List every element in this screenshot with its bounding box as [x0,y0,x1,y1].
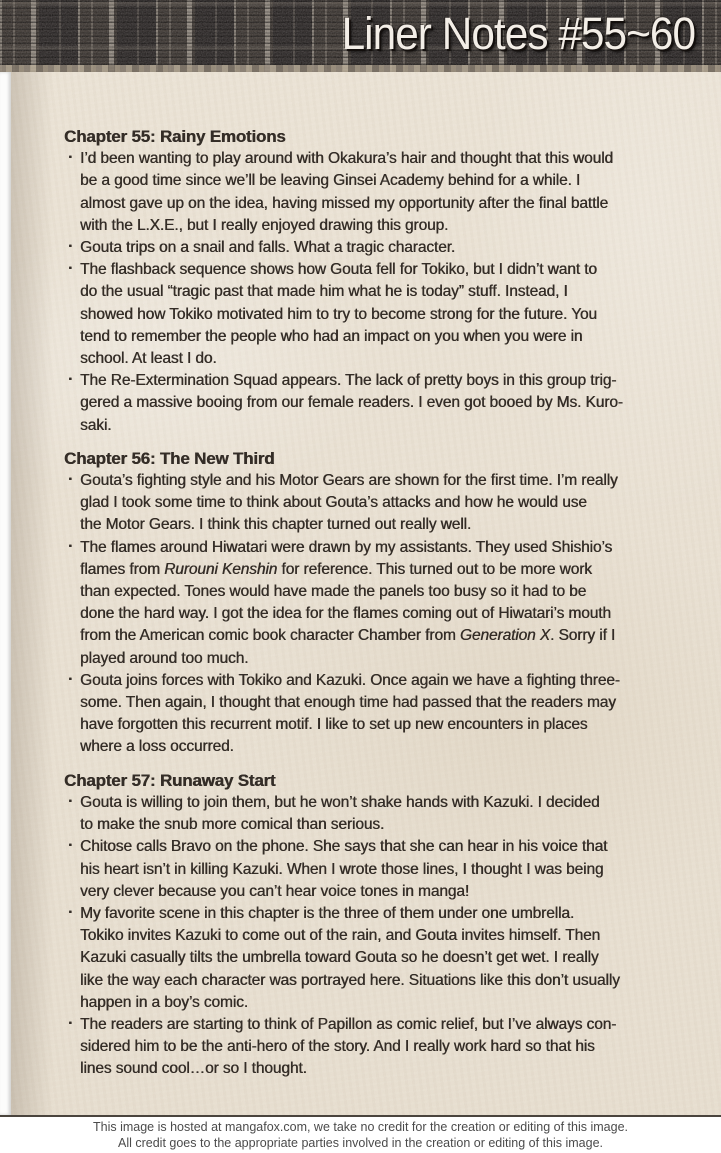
note-bullet [64,148,709,237]
credit-line-2: All credit goes to the appropriate parties involved in the creation or editing of this image. [118,1135,603,1150]
text-segment: some. Then again, I thought that enough time had passed that the readers may [80,694,616,712]
text-segment: school. At least I do. [80,350,217,368]
text-line [80,304,709,326]
credit-footer [0,1115,721,1153]
text-segment: to make the snub more comical than serious. [80,816,385,834]
note-bullet [64,836,709,903]
text-line [80,470,709,492]
text-line [80,625,709,647]
text-segment: do the usual “tragic past that made him what he is today” stuff. Instead, I [80,283,568,301]
banner-bottom-edge [0,65,721,72]
text-line [80,881,709,903]
text-line [80,559,709,581]
spine-shadow [11,72,53,1115]
note-bullet [64,537,709,670]
text-line [80,492,709,514]
bullet-dot: · [68,903,74,921]
text-segment: gered a massive booing from our female readers. I even got booed by Ms. Kuro- [80,394,623,412]
text-segment: be a good time since we’ll be leaving Ginsei Academy behind for a while. I [80,172,581,190]
text-segment: . Sorry if I [550,627,616,645]
title-banner [0,0,721,72]
text-line [80,859,709,881]
chapter-section [64,770,709,1081]
bullet-dot: · [68,149,74,167]
chapter-heading: Chapter 57: Runaway Start [64,770,276,790]
text-line [80,603,709,625]
text-segment: have forgotten this recurrent motif. I like to set up new encounters in places [80,716,588,734]
text-line [80,792,709,814]
text-line [80,970,709,992]
text-segment: Tokiko invites Kazuki to come out of the rain, and Gouta invites himself. Then [80,927,601,945]
text-segment: the Motor Gears. I think this chapter turned out really well. [80,516,472,534]
note-bullet [64,670,709,759]
text-line [80,925,709,947]
bullet-dot: · [68,670,74,688]
text-line [80,281,709,303]
text-line [80,259,709,281]
text-line [80,692,709,714]
bullet-dot: · [68,837,74,855]
text-segment: The Re-Extermination Squad appears. The lack of pretty boys in this group trig- [80,372,617,390]
text-segment: Gouta joins forces with Tokiko and Kazuki. Once again we have a fighting three- [80,671,620,689]
text-line [80,148,709,170]
chapter-section [64,126,709,437]
text-line [80,193,709,215]
chapter-section [64,448,709,759]
note-bullet [64,370,709,437]
text-segment: done the hard way. I got the idea for the flames coming out of Hiwatari’s mouth [80,605,611,623]
text-segment: flames from [80,560,165,578]
text-line [80,736,709,758]
text-segment: played around too much. [80,649,249,667]
chapter-heading: Chapter 55: Rainy Emotions [64,127,286,146]
text-line [80,903,709,925]
paper-page [0,72,721,1115]
bullet-dot: · [68,260,74,278]
text-segment: saki. [80,416,112,434]
text-line [80,1014,709,1036]
text-line [80,1058,709,1080]
text-segment: Chitose calls Bravo on the phone. She says that she can hear in his voice that [80,838,608,856]
bullet-dot: · [68,371,74,389]
text-segment: with the L.X.E., but I really enjoyed drawing this group. [80,216,449,234]
text-line [80,1036,709,1058]
text-line [80,348,709,370]
text-line [80,326,709,348]
text-line [80,215,709,237]
note-bullet [64,237,709,259]
text-line [80,370,709,392]
text-segment: Gouta’s fighting style and his Motor Gears are shown for the first time. I’m really [80,472,618,490]
text-line [80,581,709,603]
text-segment: his heart isn’t in killing Kazuki. When I wrote those lines, I thought I was being [80,860,604,878]
text-segment: where a loss occurred. [80,738,234,756]
page-title: Liner Notes #55~60 [341,8,695,59]
bullet-dot: · [68,1014,74,1032]
text-line [80,537,709,559]
text-line [80,514,709,536]
text-segment: tend to remember the people who had an impact on you when you were in [80,327,583,345]
text-segment: showed how Tokiko motivated him to try to become strong for the future. You [80,305,597,323]
note-bullet [64,792,709,836]
text-line [80,237,709,259]
italic-text: Generation X [459,627,550,645]
text-segment: than expected. Tones would have made the panels too busy so it had to be [80,583,587,601]
text-segment: sidered him to be the anti-hero of the story. And I really work hard so that his [80,1038,595,1056]
note-bullet [64,259,709,370]
text-line [80,947,709,969]
note-bullet [64,470,709,537]
text-segment: I’d been wanting to play around with Okakura’s hair and thought that this would [80,150,613,168]
text-line [80,392,709,414]
text-line [80,814,709,836]
credit-line-1: This image is hosted at mangafox.com, we take no credit for the creation or editing of this image. [93,1120,628,1134]
text-segment: The readers are starting to think of Papillon as comic relief, but I’ve always con- [80,1015,617,1033]
chapter-heading: Chapter 56: The New Third [64,448,275,468]
page-left-margin [0,72,11,1115]
text-segment: for reference. This turned out to be more work [277,560,592,578]
text-segment: The flames around Hiwatari were drawn by my assistants. They used Shishio’s [80,538,613,556]
text-segment: Kazuki casually tilts the umbrella toward Gouta so he doesn’t get wet. I really [80,949,599,967]
text-line [80,415,709,437]
notes-content [64,72,709,1081]
text-line [80,836,709,858]
bullet-dot: · [68,238,74,256]
text-segment: like the way each character was portrayed here. Situations like this don’t usually [80,971,620,989]
text-segment: My favorite scene in this chapter is the three of them under one umbrella. [80,904,575,922]
bullet-dot: · [68,537,74,555]
text-segment: very clever because you can’t hear voice tones in manga! [80,882,470,900]
italic-text: Rurouni Kenshin [164,560,278,578]
text-segment: happen in a boy’s comic. [80,993,248,1011]
bullet-dot: · [68,471,74,489]
text-segment: from the American comic book character Chamber from [80,627,460,645]
text-line [80,670,709,692]
text-line [80,992,709,1014]
text-segment: Gouta trips on a snail and falls. What a tragic character. [80,239,456,257]
text-segment: glad I took some time to think about Gouta’s attacks and how he would use [80,494,587,512]
text-segment: almost gave up on the idea, having missed my opportunity after the final battle [80,194,609,212]
note-bullet [64,1014,709,1081]
text-segment: lines sound cool…or so I thought. [80,1060,307,1078]
text-segment: The flashback sequence shows how Gouta fell for Tokiko, but I didn’t want to [80,261,597,279]
note-bullet [64,903,709,1014]
text-segment: Gouta is willing to join them, but he won’t shake hands with Kazuki. I decided [80,793,600,811]
bullet-dot: · [68,792,74,810]
text-line [80,170,709,192]
text-line [80,648,709,670]
text-line [80,714,709,736]
